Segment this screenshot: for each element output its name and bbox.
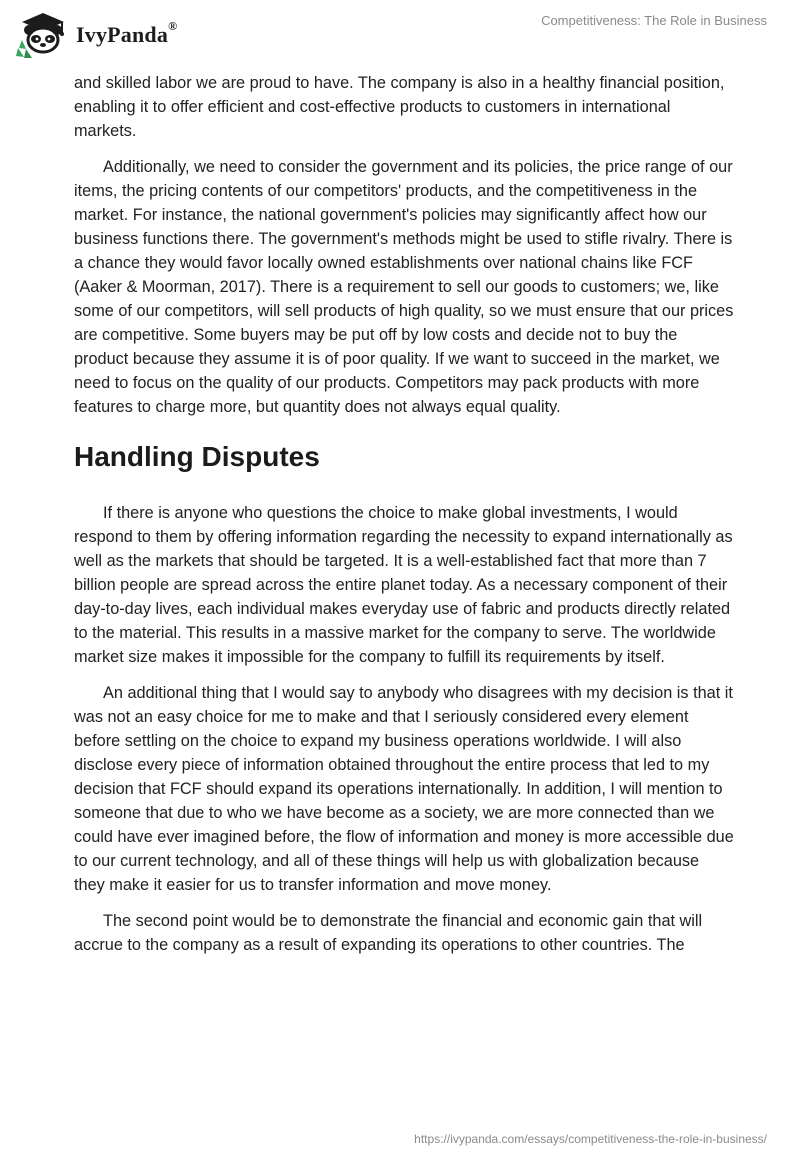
source-url[interactable]: https://ivypanda.com/essays/competitiveness-the-role-in-business/ bbox=[414, 1132, 767, 1146]
ivypanda-logo[interactable] bbox=[14, 9, 177, 59]
brand-name bbox=[76, 18, 178, 48]
registered-mark: ® bbox=[168, 18, 178, 33]
essay-content bbox=[74, 71, 734, 969]
paragraph: The second point would be to demonstrate the financial and economic gain that will accrue to the company as a result of expanding its operations to other countries. The bbox=[74, 912, 703, 954]
section-heading: Handling Disputes bbox=[74, 441, 320, 472]
brand-name-text: IvyPanda bbox=[76, 22, 169, 47]
page-header bbox=[0, 0, 800, 70]
paragraph: An additional thing that I would say to anybody who disagrees with my decision is that it was not an easy choice for me to make and that I seriously considered every element before settling on the choice to expand my business operations worldwide. I will also disclose every piece of information obtained throughout the entire process that led to my decision that FCF should expand its operations internationally. In addition, I will mention to someone that due to who we have become as a society, we are more connected than we could have ever imagined before, the flow of information and money is more accessible due to our current technology, and all of these things will help us with globalization because they make it easier for us to transfer information and move money. bbox=[74, 684, 734, 894]
paragraph: Additionally, we need to consider the government and its policies, the price range of our items, the pricing contents of our competitors' products, and the competitiveness in the market. For instance, the national government's policies may significantly affect how our business functions there. The government's methods might be used to stifle rivalry. There is a chance they would favor locally owned establishments over national chains like FCF (Aaker & Moorman, 2017). There is a requirement to sell our goods to customers; we, like some of our competitors, will sell products of high quality, so we must ensure that our prices are competitive. Some buyers may be put off by low costs and decide not to buy the product because they assume it is of poor quality. If we want to succeed in the market, we need to focus on the quality of our products. Competitors may pack products with more features to charge more, but quantity does not always equal quality. bbox=[74, 158, 734, 416]
document-title: Competitiveness: The Role in Business bbox=[541, 13, 767, 28]
paragraph: If there is anyone who questions the choice to make global investments, I would respond to them by offering information regarding the necessity to expand internationally as well as the markets that should be targeted. It is a well-established fact that more than 7 billion people are spread across the entire planet today. As a necessary component of their day-to-day lives, each individual makes everyday use of fabric and products directly related to the material. This results in a massive market for the company to serve. The worldwide market size makes it impossible for the company to fulfill its requirements by itself. bbox=[74, 504, 733, 666]
panda-graduation-cap-icon bbox=[14, 9, 74, 59]
paragraph-continued: and skilled labor we are proud to have. The company is also in a healthy financial position, enabling it to offer efficient and cost-effective products to customers in international markets. bbox=[74, 74, 725, 140]
